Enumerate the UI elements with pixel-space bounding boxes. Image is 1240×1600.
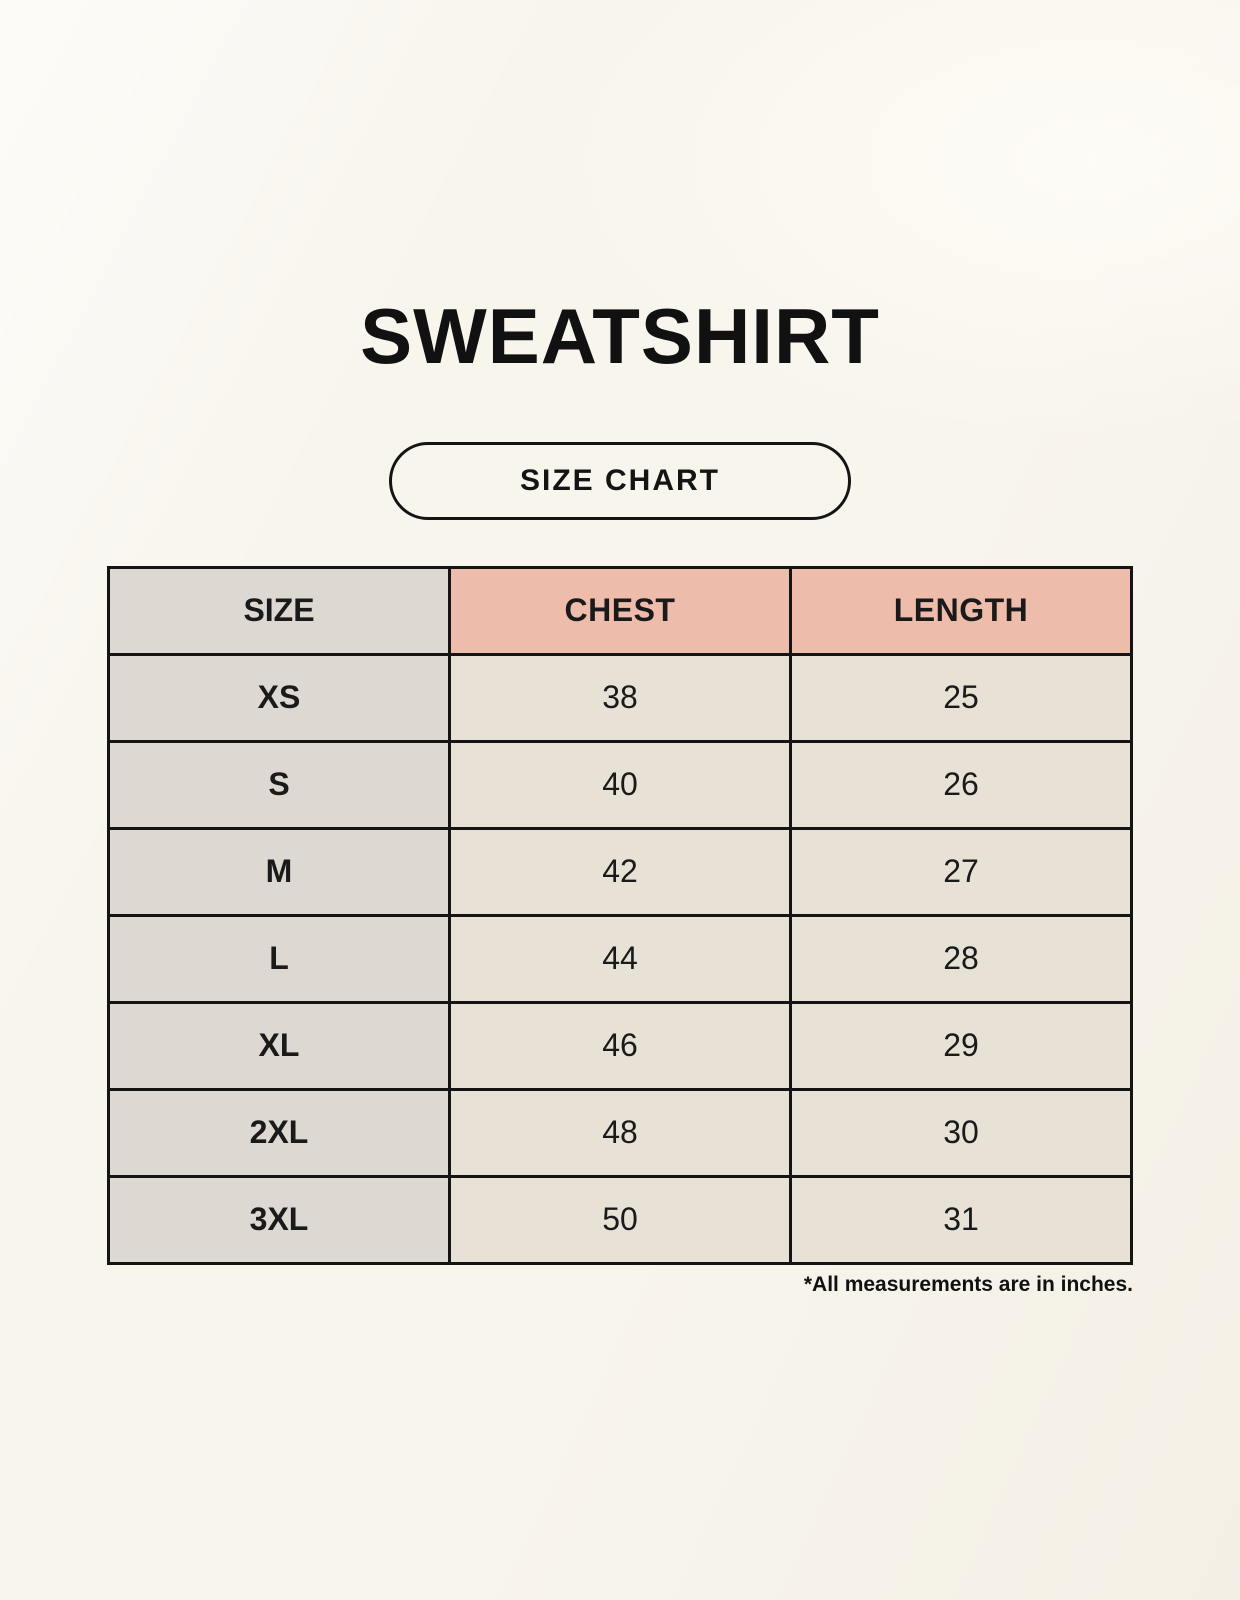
length-cell: 28 <box>791 915 1132 1002</box>
length-cell: 25 <box>791 654 1132 741</box>
table-row <box>109 741 1132 828</box>
col-header-chest: CHEST <box>450 567 791 654</box>
page-title: SWEATSHIRT <box>360 292 880 380</box>
size-chart-button-label: SIZE CHART <box>520 463 720 497</box>
chest-cell: 42 <box>450 828 791 915</box>
col-header-size: SIZE <box>109 567 450 654</box>
length-cell: 31 <box>791 1176 1132 1263</box>
col-header-length: LENGTH <box>791 567 1132 654</box>
table-header-row <box>109 567 1132 654</box>
size-cell: XS <box>109 654 450 741</box>
chest-cell: 44 <box>450 915 791 1002</box>
measurements-footnote: *All measurements are in inches. <box>803 1272 1133 1296</box>
chest-cell: 48 <box>450 1089 791 1176</box>
table-row <box>109 1089 1132 1176</box>
length-cell: 27 <box>791 828 1132 915</box>
size-table-wrap <box>107 566 1133 1297</box>
size-table <box>107 566 1133 1265</box>
length-cell: 29 <box>791 1002 1132 1089</box>
length-cell: 30 <box>791 1089 1132 1176</box>
size-cell: 2XL <box>109 1089 450 1176</box>
chest-cell: 46 <box>450 1002 791 1089</box>
chest-cell: 50 <box>450 1176 791 1263</box>
size-cell: XL <box>109 1002 450 1089</box>
chest-cell: 38 <box>450 654 791 741</box>
table-row <box>109 654 1132 741</box>
size-cell: 3XL <box>109 1176 450 1263</box>
size-cell: S <box>109 741 450 828</box>
size-cell: L <box>109 915 450 1002</box>
table-row <box>109 915 1132 1002</box>
size-chart-button[interactable] <box>389 442 851 520</box>
table-row <box>109 1002 1132 1089</box>
chest-cell: 40 <box>450 741 791 828</box>
length-cell: 26 <box>791 741 1132 828</box>
size-cell: M <box>109 828 450 915</box>
table-row <box>109 1176 1132 1263</box>
table-row <box>109 828 1132 915</box>
